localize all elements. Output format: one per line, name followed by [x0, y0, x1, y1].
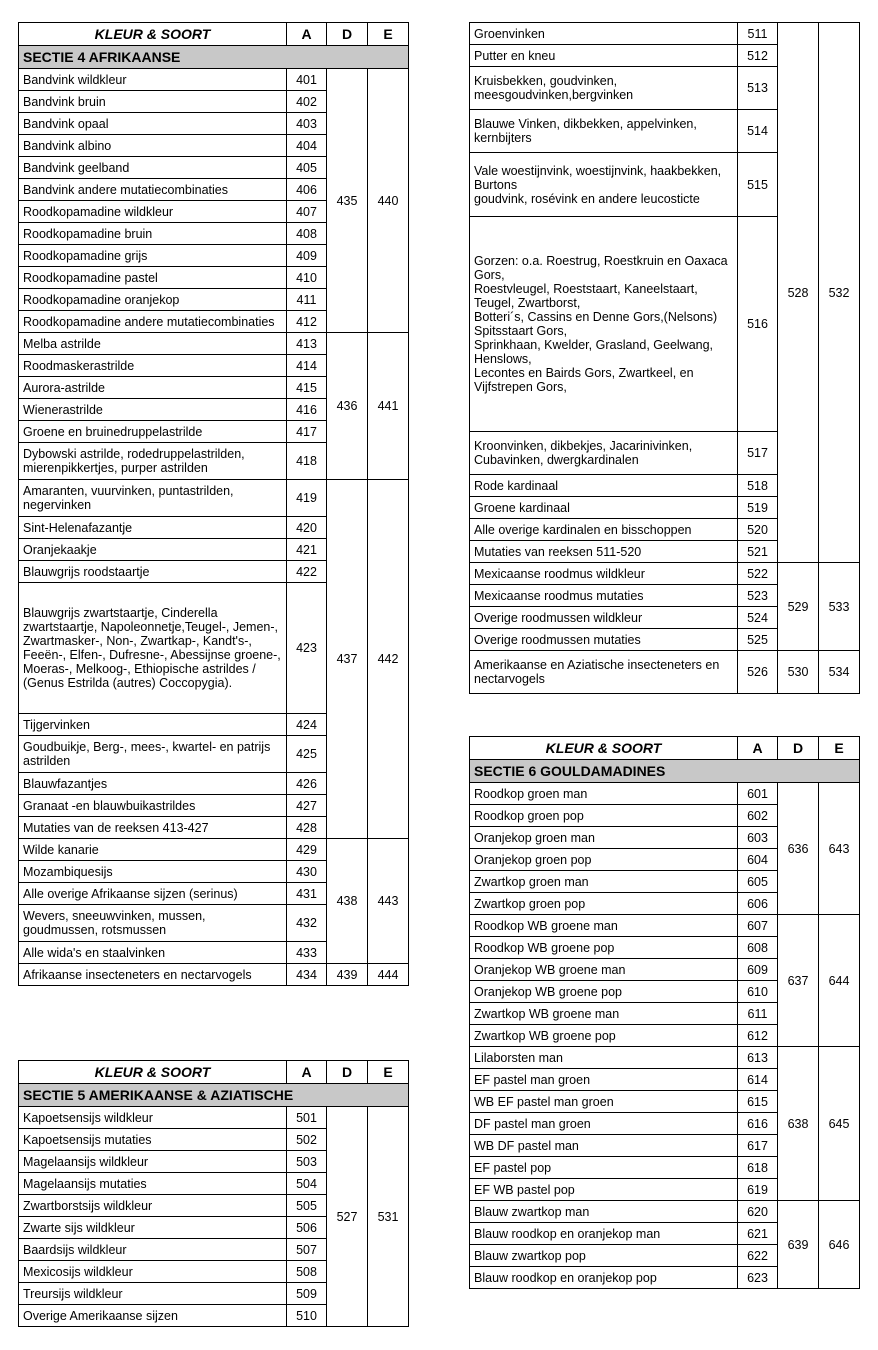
species-name: Mexicosijs wildkleur [19, 1261, 287, 1283]
species-name: Groenvinken [470, 23, 738, 45]
species-name: Groene en bruinedruppelastrilde [19, 421, 287, 443]
sectie5-table [18, 1060, 409, 1327]
class-number-a: 429 [287, 839, 327, 861]
species-name: Baardsijs wildkleur [19, 1239, 287, 1261]
class-number-a: 426 [287, 773, 327, 795]
class-number-a: 602 [738, 805, 778, 827]
class-number-e: 444 [368, 964, 409, 986]
species-name: Mutaties van reeksen 511-520 [470, 541, 738, 563]
species-name: Putter en kneu [470, 45, 738, 67]
class-number-a: 415 [287, 377, 327, 399]
header-d: D [778, 737, 819, 760]
species-name: Bandvink bruin [19, 91, 287, 113]
class-number-d: 437 [327, 480, 368, 839]
header-kleur-soort: KLEUR & SOORT [470, 737, 738, 760]
class-number-a: 405 [287, 157, 327, 179]
section-title: SECTIE 6 GOULDAMADINES [470, 760, 860, 783]
class-number-d: 530 [778, 651, 819, 694]
table-row [19, 69, 409, 91]
species-name: Kapoetsensijs wildkleur [19, 1107, 287, 1129]
species-name: Oranjekop WB groene pop [470, 981, 738, 1003]
species-name: Dybowski astrilde, rodedruppelastrilden, mierenpikkertjes, purper astrilden [19, 443, 287, 480]
class-number-a: 603 [738, 827, 778, 849]
species-name: Zwartkop groen pop [470, 893, 738, 915]
class-number-a: 512 [738, 45, 778, 67]
class-number-a: 504 [287, 1173, 327, 1195]
species-name: Roodkop WB groene pop [470, 937, 738, 959]
species-name: Oranjekop groen man [470, 827, 738, 849]
species-name: Roodkop WB groene man [470, 915, 738, 937]
species-name: Alle overige Afrikaanse sijzen (serinus) [19, 883, 287, 905]
class-number-a: 604 [738, 849, 778, 871]
class-number-a: 424 [287, 714, 327, 736]
class-number-d: 529 [778, 563, 819, 651]
species-name: Granaat -en blauwbuikastrildes [19, 795, 287, 817]
class-number-d: 439 [327, 964, 368, 986]
species-name: Blauw zwartkop man [470, 1201, 738, 1223]
species-name: DF pastel man groen [470, 1113, 738, 1135]
class-number-a: 606 [738, 893, 778, 915]
class-number-a: 608 [738, 937, 778, 959]
sectie4-table [18, 22, 409, 986]
species-name: Roodkop groen man [470, 783, 738, 805]
section-title: SECTIE 5 AMERIKAANSE & AZIATISCHE [19, 1084, 409, 1107]
class-number-a: 525 [738, 629, 778, 651]
class-number-a: 513 [738, 67, 778, 110]
species-name: Zwartkop groen man [470, 871, 738, 893]
species-name: Bandvink albino [19, 135, 287, 157]
class-number-a: 414 [287, 355, 327, 377]
species-name: Blauwfazantjes [19, 773, 287, 795]
species-name: Mozambiquesijs [19, 861, 287, 883]
class-number-a: 403 [287, 113, 327, 135]
species-name: Rode kardinaal [470, 475, 738, 497]
class-number-e: 443 [368, 839, 409, 964]
species-name: Kruisbekken, goudvinken, meesgoudvinken,bergvinken [470, 67, 738, 110]
section-title: SECTIE 4 AFRIKAANSE [19, 46, 409, 69]
class-number-a: 506 [287, 1217, 327, 1239]
species-name: Sint-Helenafazantje [19, 517, 287, 539]
species-name: Mexicaanse roodmus mutaties [470, 585, 738, 607]
class-number-a: 402 [287, 91, 327, 113]
species-name: Roodmaskerastrilde [19, 355, 287, 377]
header-e: E [368, 1061, 409, 1084]
species-name: Kapoetsensijs mutaties [19, 1129, 287, 1151]
species-name: Roodkopamadine wildkleur [19, 201, 287, 223]
class-number-a: 523 [738, 585, 778, 607]
species-name: Blauwe Vinken, dikbekken, appelvinken, kernbijters [470, 110, 738, 153]
class-number-d: 527 [327, 1107, 368, 1327]
table-row [470, 563, 860, 585]
table-row [470, 651, 860, 694]
species-name: EF pastel man groen [470, 1069, 738, 1091]
class-number-e: 532 [819, 23, 860, 563]
species-name: Oranjekaakje [19, 539, 287, 561]
class-number-a: 422 [287, 561, 327, 583]
class-number-a: 434 [287, 964, 327, 986]
species-name: Bandvink opaal [19, 113, 287, 135]
class-number-a: 605 [738, 871, 778, 893]
class-number-a: 601 [738, 783, 778, 805]
class-number-a: 510 [287, 1305, 327, 1327]
species-name: Kroonvinken, dikbekjes, Jacarinivinken, Cubavinken, dwergkardinalen [470, 432, 738, 475]
species-name: Blauwgrijs zwartstaartje, Cinderella zwartstaartje, Napoleonnetje,Teugel-, Jemen-, Zwartmasker-, Non-, Zwartkap-, Kandt's-, Feeën-, Elfen-, Dufresne-, Abessijnse groene-, Moeras-, Melkoog-, Ethiopische astrildes / (Genus Estrilda (autres) Coccopygia). [19, 583, 287, 714]
class-number-a: 501 [287, 1107, 327, 1129]
class-number-a: 618 [738, 1157, 778, 1179]
sectie6-table [469, 736, 860, 1289]
species-name: Blauw roodkop en oranjekop man [470, 1223, 738, 1245]
class-number-a: 621 [738, 1223, 778, 1245]
class-number-a: 507 [287, 1239, 327, 1261]
class-number-a: 609 [738, 959, 778, 981]
species-name: Alle overige kardinalen en bisschoppen [470, 519, 738, 541]
class-number-a: 517 [738, 432, 778, 475]
class-number-a: 425 [287, 736, 327, 773]
class-number-a: 620 [738, 1201, 778, 1223]
header-a: A [738, 737, 778, 760]
header-d: D [327, 23, 368, 46]
class-number-a: 419 [287, 480, 327, 517]
species-name: EF WB pastel pop [470, 1179, 738, 1201]
species-name: Roodkop groen pop [470, 805, 738, 827]
species-name: Melba astrilde [19, 333, 287, 355]
class-number-a: 614 [738, 1069, 778, 1091]
table-row [19, 333, 409, 355]
class-number-d: 638 [778, 1047, 819, 1201]
class-number-a: 431 [287, 883, 327, 905]
species-name: Zwartborstsijs wildkleur [19, 1195, 287, 1217]
class-number-a: 433 [287, 942, 327, 964]
header-d: D [327, 1061, 368, 1084]
species-name: Wienerastrilde [19, 399, 287, 421]
class-number-e: 533 [819, 563, 860, 651]
class-number-a: 412 [287, 311, 327, 333]
class-number-a: 520 [738, 519, 778, 541]
header-kleur-soort: KLEUR & SOORT [19, 23, 287, 46]
class-number-a: 404 [287, 135, 327, 157]
class-number-a: 420 [287, 517, 327, 539]
class-number-a: 511 [738, 23, 778, 45]
species-name: Alle wida's en staalvinken [19, 942, 287, 964]
class-number-a: 521 [738, 541, 778, 563]
species-name: Overige Amerikaanse sijzen [19, 1305, 287, 1327]
species-name: Roodkopamadine pastel [19, 267, 287, 289]
class-number-a: 617 [738, 1135, 778, 1157]
species-name: Bandvink wildkleur [19, 69, 287, 91]
class-number-a: 623 [738, 1267, 778, 1289]
species-name: Roodkopamadine oranjekop [19, 289, 287, 311]
class-number-a: 408 [287, 223, 327, 245]
header-a: A [287, 1061, 327, 1084]
species-name: Zwarte sijs wildkleur [19, 1217, 287, 1239]
class-number-a: 418 [287, 443, 327, 480]
class-number-e: 643 [819, 783, 860, 915]
table-row [19, 480, 409, 517]
header-e: E [368, 23, 409, 46]
class-number-d: 636 [778, 783, 819, 915]
class-number-d: 639 [778, 1201, 819, 1289]
species-name: EF pastel pop [470, 1157, 738, 1179]
species-name: Treursijs wildkleur [19, 1283, 287, 1305]
species-name: Bandvink andere mutatiecombinaties [19, 179, 287, 201]
species-name: Afrikaanse insecteneters en nectarvogels [19, 964, 287, 986]
class-number-a: 509 [287, 1283, 327, 1305]
species-name: Mutaties van de reeksen 413-427 [19, 817, 287, 839]
species-name: Magelaansijs mutaties [19, 1173, 287, 1195]
species-name: Blauwgrijs roodstaartje [19, 561, 287, 583]
class-number-a: 416 [287, 399, 327, 421]
species-name: Vale woestijnvink, woestijnvink, haakbekken, Burtons goudvink, rosévink en andere leucosticte [470, 153, 738, 217]
class-number-d: 528 [778, 23, 819, 563]
table-row [470, 915, 860, 937]
class-number-a: 401 [287, 69, 327, 91]
class-number-a: 421 [287, 539, 327, 561]
class-number-d: 435 [327, 69, 368, 333]
table-row [19, 839, 409, 861]
species-name: Lilaborsten man [470, 1047, 738, 1069]
table-row [470, 1201, 860, 1223]
class-number-e: 531 [368, 1107, 409, 1327]
class-number-a: 526 [738, 651, 778, 694]
class-number-a: 428 [287, 817, 327, 839]
species-name: Roodkopamadine grijs [19, 245, 287, 267]
class-number-e: 646 [819, 1201, 860, 1289]
class-number-a: 410 [287, 267, 327, 289]
class-number-a: 610 [738, 981, 778, 1003]
species-name: Wevers, sneeuwvinken, mussen, goudmussen, rotsmussen [19, 905, 287, 942]
header-e: E [819, 737, 860, 760]
species-name: Amaranten, vuurvinken, puntastrilden, negervinken [19, 480, 287, 517]
class-number-a: 518 [738, 475, 778, 497]
header-kleur-soort: KLEUR & SOORT [19, 1061, 287, 1084]
class-number-d: 436 [327, 333, 368, 480]
species-name: Roodkopamadine bruin [19, 223, 287, 245]
class-number-a: 407 [287, 201, 327, 223]
class-number-e: 441 [368, 333, 409, 480]
species-name: Overige roodmussen mutaties [470, 629, 738, 651]
species-name: WB DF pastel man [470, 1135, 738, 1157]
table-row [470, 783, 860, 805]
class-number-a: 427 [287, 795, 327, 817]
species-name: Wilde kanarie [19, 839, 287, 861]
table-row [470, 1047, 860, 1069]
class-number-a: 432 [287, 905, 327, 942]
species-name: Zwartkop WB groene man [470, 1003, 738, 1025]
table-row [19, 964, 409, 986]
species-name: Zwartkop WB groene pop [470, 1025, 738, 1047]
species-name: Mexicaanse roodmus wildkleur [470, 563, 738, 585]
class-number-a: 616 [738, 1113, 778, 1135]
class-number-a: 522 [738, 563, 778, 585]
class-number-a: 502 [287, 1129, 327, 1151]
species-name: Amerikaanse en Aziatische insecteneters en nectarvogels [470, 651, 738, 694]
class-number-e: 440 [368, 69, 409, 333]
class-number-a: 622 [738, 1245, 778, 1267]
species-name: Overige roodmussen wildkleur [470, 607, 738, 629]
class-number-a: 519 [738, 497, 778, 519]
class-number-a: 505 [287, 1195, 327, 1217]
class-number-a: 411 [287, 289, 327, 311]
species-name: Goudbuikje, Berg-, mees-, kwartel- en patrijs astrilden [19, 736, 287, 773]
species-name: Bandvink geelband [19, 157, 287, 179]
header-a: A [287, 23, 327, 46]
class-number-a: 430 [287, 861, 327, 883]
sectie5-continued-table [469, 22, 860, 694]
class-number-e: 534 [819, 651, 860, 694]
class-number-a: 607 [738, 915, 778, 937]
species-name: Aurora-astrilde [19, 377, 287, 399]
species-name: Blauw zwartkop pop [470, 1245, 738, 1267]
species-name: WB EF pastel man groen [470, 1091, 738, 1113]
species-name: Oranjekop WB groene man [470, 959, 738, 981]
species-name: Groene kardinaal [470, 497, 738, 519]
table-row [19, 1107, 409, 1129]
class-number-a: 514 [738, 110, 778, 153]
class-number-a: 615 [738, 1091, 778, 1113]
class-number-a: 612 [738, 1025, 778, 1047]
species-name: Roodkopamadine andere mutatiecombinaties [19, 311, 287, 333]
class-number-a: 406 [287, 179, 327, 201]
species-name: Oranjekop groen pop [470, 849, 738, 871]
species-name: Gorzen: o.a. Roestrug, Roestkruin en Oaxaca Gors, Roestvleugel, Roeststaart, Kaneelstaart, Teugel, Zwartborst, Botteri´s, Cassins en Denne Gors,(Nelsons) Spitsstaart Gors, Sprinkhaan, Kwelder, Grasland, Geelwang, Henslows, Lecontes en Bairds Gors, Zwartkeel, en Vijfstrepen Gors, [470, 217, 738, 432]
species-name: Magelaansijs wildkleur [19, 1151, 287, 1173]
class-number-a: 423 [287, 583, 327, 714]
class-number-d: 438 [327, 839, 368, 964]
class-number-a: 503 [287, 1151, 327, 1173]
table-row [470, 23, 860, 45]
class-number-a: 613 [738, 1047, 778, 1069]
class-number-a: 524 [738, 607, 778, 629]
class-number-a: 409 [287, 245, 327, 267]
class-number-a: 515 [738, 153, 778, 217]
species-name: Blauw roodkop en oranjekop pop [470, 1267, 738, 1289]
class-number-a: 413 [287, 333, 327, 355]
class-number-d: 637 [778, 915, 819, 1047]
species-name: Tijgervinken [19, 714, 287, 736]
class-number-e: 644 [819, 915, 860, 1047]
class-number-e: 442 [368, 480, 409, 839]
class-number-e: 645 [819, 1047, 860, 1201]
class-number-a: 516 [738, 217, 778, 432]
class-number-a: 417 [287, 421, 327, 443]
class-number-a: 508 [287, 1261, 327, 1283]
class-number-a: 619 [738, 1179, 778, 1201]
class-number-a: 611 [738, 1003, 778, 1025]
